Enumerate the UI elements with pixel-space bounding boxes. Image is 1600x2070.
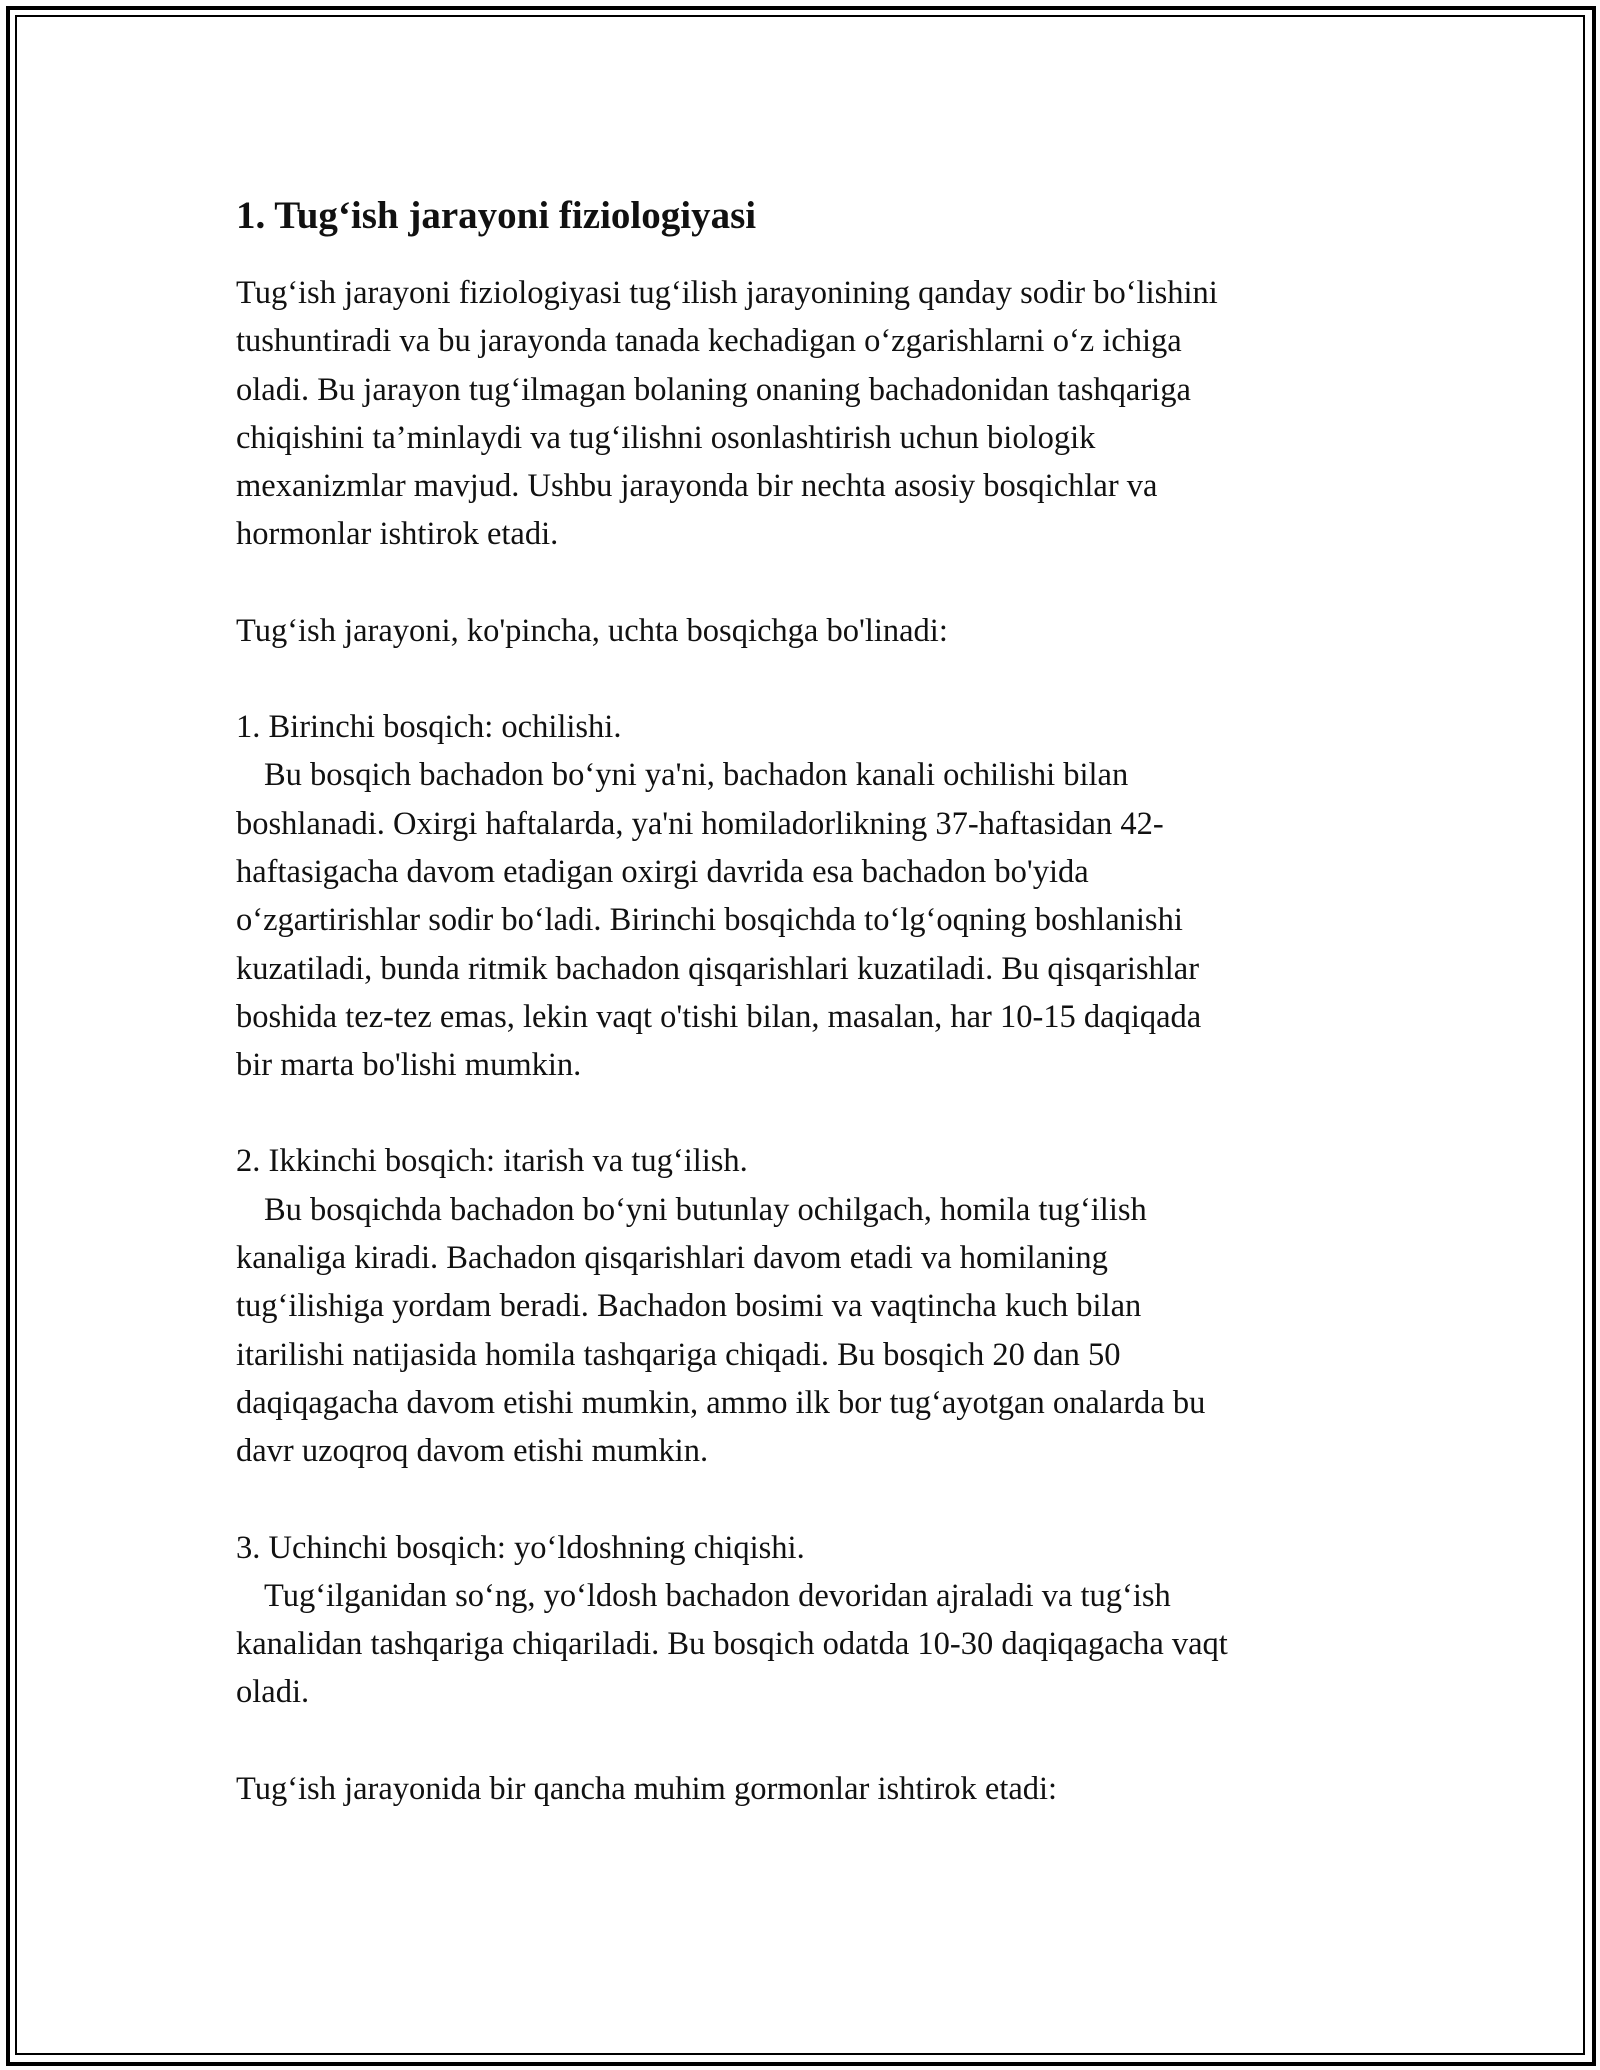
stage-title: 3. Uchinchi bosqich: yo‘ldoshning chiqishi. [236,1529,805,1566]
stage-line: haftasigacha davom etadigan oxirgi davrida esa bachadon bo'yida [236,853,1089,890]
intro-line: Tug‘ish jarayoni fiziologiyasi tug‘ilish jarayonining qanday sodir bo‘lishini [236,275,1218,311]
paragraph-gap [236,655,1386,703]
stages-intro: Tug‘ish jarayoni, ko'pincha, uchta bosqichga bo'linadi: [236,612,948,649]
paragraph-gap [236,559,1386,607]
intro-line: oladi. Bu jarayon tug‘ilmagan bolaning onaning bachadonidan tashqariga [236,371,1191,408]
intro-paragraph [236,269,1386,559]
stage-title: 2. Ikkinchi bosqich: itarish va tug‘ilish. [236,1143,748,1180]
intro-line: mexanizmlar mavjud. Ushbu jarayonda bir nechta asosiy bosqichlar va [236,468,1158,505]
stage-line: o‘zgartirishlar sodir bo‘ladi. Birinchi bosqichda to‘lg‘oqning boshlanishi [236,902,1183,939]
stage-line: kuzatiladi, bunda ritmik bachadon qisqarishlari kuzatiladi. Bu qisqarishlar [236,950,1200,987]
stage-3 [236,1524,1386,1717]
intro-line: chiqishini ta’minlaydi va tug‘ilishni osonlashtirish uchun biologik [236,419,1096,456]
stage-line: itarilishi natijasida homila tashqariga chiqadi. Bu bosqich 20 dan 50 [236,1336,1121,1373]
paragraph-gap [236,1476,1386,1524]
closing-line: Tug‘ish jarayonida bir qancha muhim gormonlar ishtirok etadi: [236,1770,1058,1807]
stage-title: 1. Birinchi bosqich: ochilishi. [236,709,622,746]
stage-line: boshlanadi. Oxirgi haftalarda, ya'ni homiladorlikning 37-haftasidan 42- [236,805,1164,842]
stage-line: bir marta bo'lishi mumkin. [236,1047,582,1084]
stage-line: Bu bosqichda bachadon bo‘yni butunlay ochilgach, homila tug‘ilish [264,1191,1147,1228]
stage-line: boshida tez-tez emas, lekin vaqt o'tishi bilan, masalan, har 10-15 daqiqada [236,998,1202,1035]
intro-line: hormonlar ishtirok etadi. [236,516,559,553]
document-content [236,180,1386,1813]
stage-line: kanaliga kiradi. Bachadon qisqarishlari davom etadi va homilaning [236,1240,1108,1277]
stage-line: oladi. [236,1674,310,1711]
stage-line: daqiqagacha davom etishi mumkin, ammo ilk bor tug‘ayotgan onalarda bu [236,1384,1206,1421]
paragraph-gap [236,1089,1386,1137]
stage-line: davr uzoqroq davom etishi mumkin. [236,1433,709,1470]
intro-line: tushuntiradi va bu jarayonda tanada kechadigan o‘zgarishlarni o‘z ichiga [236,323,1182,360]
stage-1 [236,703,1386,1089]
stage-line: Bu bosqich bachadon bo‘yni ya'ni, bachadon kanali ochilishi bilan [264,757,1129,794]
stage-line: kanalidan tashqariga chiqariladi. Bu bosqich odatda 10-30 daqiqagacha vaqt [236,1626,1228,1663]
section-heading: 1. Tug‘ish jarayoni fiziologiyasi [236,194,757,237]
stage-line: tug‘ilishiga yordam beradi. Bachadon bosimi va vaqtincha kuch bilan [236,1288,1142,1325]
stage-line: Tug‘ilganidan so‘ng, yo‘ldosh bachadon devoridan ajraladi va tug‘ish [264,1577,1171,1614]
stage-2 [236,1137,1386,1475]
paragraph-gap [236,1717,1386,1765]
